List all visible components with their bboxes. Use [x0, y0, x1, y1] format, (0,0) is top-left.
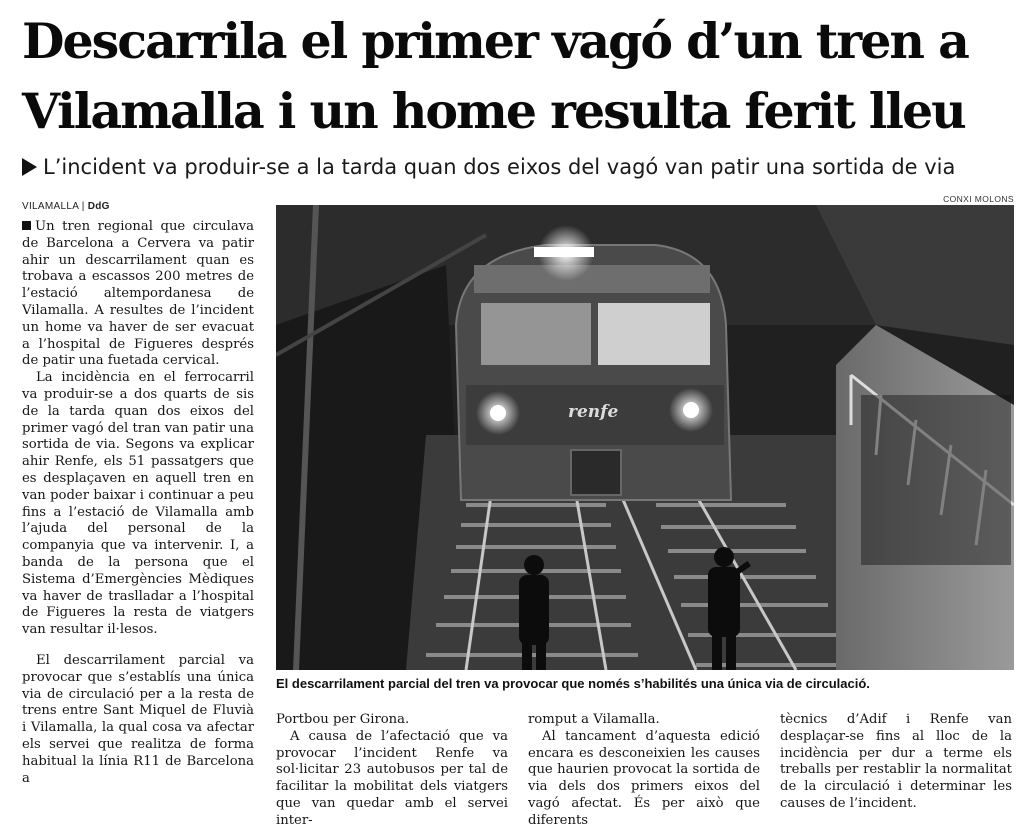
byline-separator: | — [78, 201, 88, 212]
byline-place: VILAMALLA — [22, 201, 79, 212]
article-column-3 — [528, 712, 760, 830]
renfe-logo: renfe — [568, 402, 619, 422]
square-bullet-icon — [22, 221, 31, 230]
paragraph: romput a Vilamalla. — [528, 712, 660, 727]
headline: Descarrila el primer vagó d’un tren a Vilamalla i un home resulta ferit lleu — [22, 12, 968, 140]
train-photo — [276, 205, 1014, 670]
article-column-1 — [22, 219, 254, 787]
photo-caption: El descarrilament parcial del tren va provocar que només s’habilités una única via de circulació. — [276, 676, 870, 691]
paragraph: A causa de l’afectació que va provocar l’incident Renfe va sol·licitar 23 autobusos per tal de facilitar la mobilitat dels viatgers que van quedar amb el servei inter- — [276, 728, 508, 828]
paragraph: tècnics d’Adif i Renfe van desplaçar-se fins al lloc de la incidència per dur a terme els treballs per restablir la normalitat de la circulació i determinar les causes de l’incident. — [780, 712, 1012, 811]
subheadline-text: L’incident va produir-se a la tarda quan dos eixos del vagó van patir una sortida de via — [43, 155, 956, 179]
triangle-bullet-icon — [22, 158, 37, 176]
byline-source: DdG — [87, 201, 110, 212]
paragraph — [22, 219, 254, 370]
paragraph: Al tancament d’aquesta edició encara es desconeixien les causes que haurien provocat la sortida de via dels dos primers eixos del vagó afectat. És per això que diferents — [528, 728, 760, 828]
paragraph: El descarrilament parcial va provocar que s’establís una única via de circulació per a la resta de trens entre Sant Miquel de Fluvià i Vilamalla, la qual cosa va afectar els servei que realitza de forma habitual la línia R11 de Barcelona a — [22, 652, 254, 786]
paragraph: La incidència en el ferrocarril va produir-se a dos quarts de sis de la tarda quan dos eixos del primer vagó del tran van patir una sortida de via. Segons va explicar ahir Renfe, els 51 passatgers que es desplaçaven en aquell tren en van poder baixar i continuar a peu fins a l’estació de Vilamalla amb l’ajuda del personal de la companyia que va intervenir. I, a banda de la persona que el Sistema d’Emergències Mèdiques va haver de traslladar a l’hospital de Figueres la resta de viatgers van resultar il·lesos. — [22, 370, 254, 638]
byline — [22, 201, 110, 212]
paragraph: Portbou per Girona. — [276, 712, 410, 727]
article-column-4 — [780, 712, 1012, 813]
article-column-2 — [276, 712, 508, 830]
subheadline — [22, 150, 1012, 184]
photo-credit: CONXI MOLONS — [943, 194, 1014, 204]
paragraph-text: Un tren regional que circulava de Barcelona a Cervera va patir ahir un descarrilament quan es trobava a escassos 200 metres de l’estació altempordanesa de Vilamalla. A resultes de l’incident un home va haver de ser evacuat a l’hospital de Figueres després de patir una fuetada cervical. — [22, 219, 254, 369]
train-derailment-image — [276, 205, 1014, 670]
